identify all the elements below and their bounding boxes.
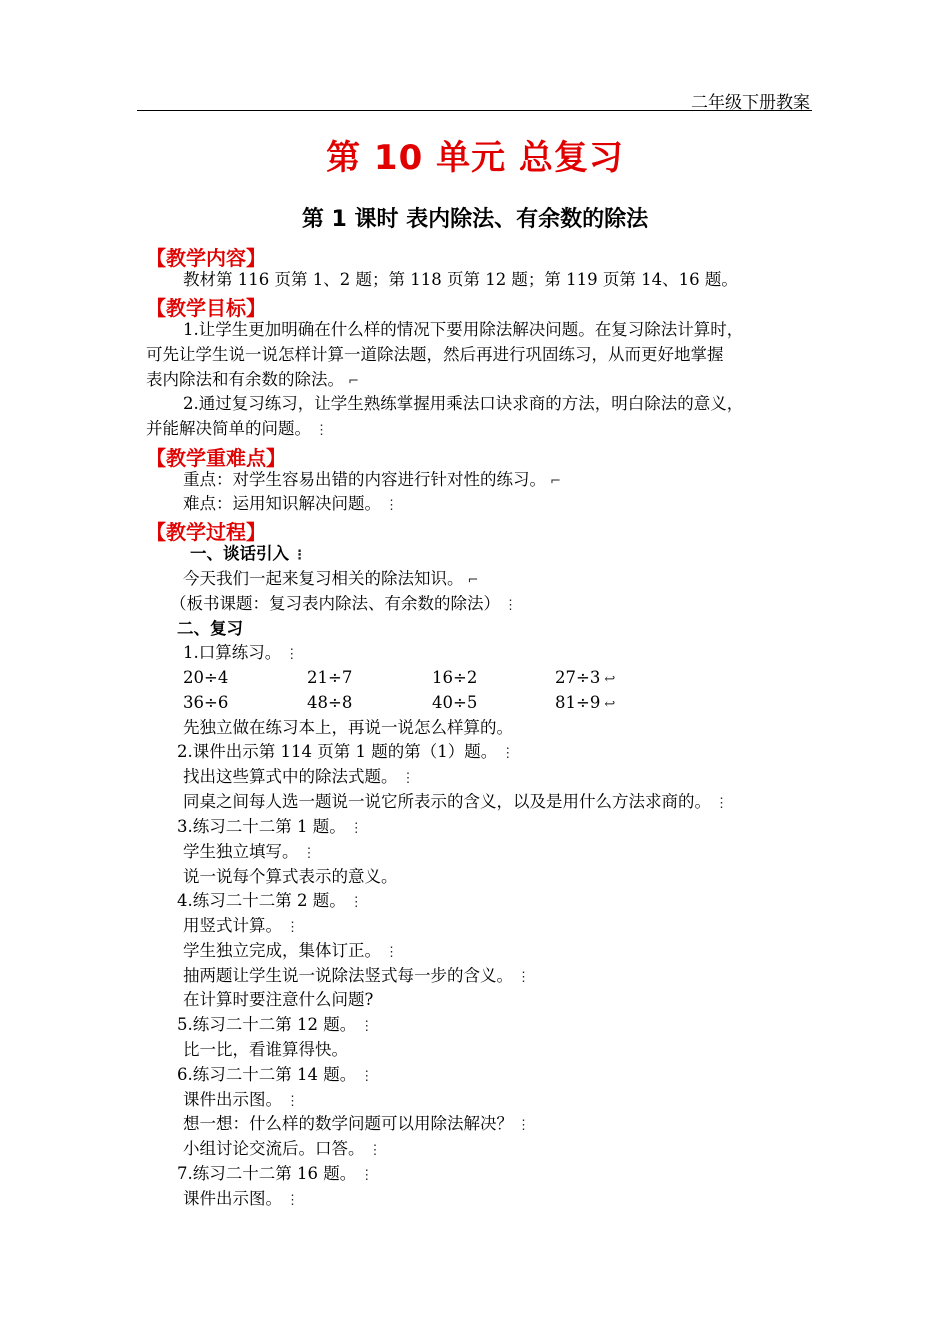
section-heading-keys: 【教学重难点】	[146, 446, 286, 470]
calc-r2-c1: 36÷6	[183, 693, 229, 712]
lesson-subtitle: 第 1 课时 表内除法、有余数的除法	[301, 207, 649, 232]
calc-r2-c3: 40÷5	[432, 693, 478, 712]
part1-line2: （板书课题：复习表内除法、有余数的除法） ⋮	[170, 594, 517, 613]
header-doc-label: 二年级下册教案	[691, 93, 810, 113]
section-heading-content: 【教学内容】	[146, 246, 266, 270]
key-point: 重点：对学生容易出错的内容进行针对性的练习。 ⌐	[183, 470, 561, 489]
calc-r1-c4: 27÷3 ↩	[555, 668, 616, 687]
item3: 3.练习二十二第 1 题。 ⋮	[177, 817, 363, 836]
goal2-line2: 并能解决简单的问题。 ⋮	[146, 419, 328, 438]
page-title: 第 10 单元 总复习	[326, 138, 624, 178]
item6-c: 小组讨论交流后。口答。 ⋮	[183, 1139, 382, 1158]
goal2-line1: 2.通过复习练习，让学生熟练掌握用乘法口诀求商的方法，明白除法的意义，	[183, 394, 744, 413]
item2-b: 同桌之间每人选一题说一说它所表示的含义，以及是用什么方法求商的。 ⋮	[183, 792, 728, 811]
item7-a: 课件出示图。 ⋮	[183, 1189, 299, 1208]
item5: 5.练习二十二第 12 题。 ⋮	[177, 1015, 374, 1034]
section-heading-goals: 【教学目标】	[146, 296, 266, 320]
item2: 2.课件出示第 114 页第 1 题的第（1）题。 ⋮	[177, 742, 515, 761]
item6-b: 想一想：什么样的数学问题可以用除法解决？ ⋮	[183, 1114, 530, 1133]
goal1-line2: 可先让学生说一说怎样计算一道除法题，然后再进行巩固练习，从而更好地掌握	[146, 345, 724, 364]
goal1-line3: 表内除法和有余数的除法。 ⌐	[146, 370, 359, 389]
item2-a: 找出这些算式中的除法式题。 ⋮	[183, 767, 415, 786]
calc-r1-c2: 21÷7	[307, 668, 353, 687]
header-rule	[137, 110, 812, 111]
item4-b: 学生独立完成，集体订正。 ⋮	[183, 941, 398, 960]
item7: 7.练习二十二第 16 题。 ⋮	[177, 1164, 374, 1183]
part1-heading: 一、谈话引入 ⋮	[190, 544, 306, 563]
item4: 4.练习二十二第 2 题。 ⋮	[177, 891, 363, 910]
item4-a: 用竖式计算。 ⋮	[183, 916, 299, 935]
calc-r1-c1: 20÷4	[183, 668, 229, 687]
goal1-line1: 1.让学生更加明确在什么样的情况下要用除法解决问题。在复习除法计算时，	[183, 320, 744, 339]
item6: 6.练习二十二第 14 题。 ⋮	[177, 1065, 374, 1084]
part2-heading: 二、复习	[177, 619, 243, 638]
calc-r2-c2: 48÷8	[307, 693, 353, 712]
part1-line1: 今天我们一起来复习相关的除法知识。 ⌐	[183, 569, 479, 588]
item4-d: 在计算时要注意什么问题?	[183, 990, 374, 1009]
difficulty: 难点：运用知识解决问题。 ⋮	[183, 494, 398, 513]
content-text: 教材第 116 页第 1、2 题；第 118 页第 12 题；第 119 页第 14、16 题。	[183, 270, 738, 289]
item3-a: 学生独立填写。 ⋮	[183, 842, 316, 861]
item4-c: 抽两题让学生说一说除法竖式每一步的含义。 ⋮	[183, 966, 530, 985]
item1-note: 先独立做在练习本上，再说一说怎么样算的。	[183, 718, 513, 737]
calc-r1-c3: 16÷2	[432, 668, 478, 687]
calc-r2-c4: 81÷9 ↩	[555, 693, 616, 712]
item6-a: 课件出示图。 ⋮	[183, 1090, 299, 1109]
section-heading-process: 【教学过程】	[146, 520, 266, 544]
item3-b: 说一说每个算式表示的意义。	[183, 867, 398, 886]
item5-a: 比一比，看谁算得快。	[183, 1040, 348, 1059]
item1: 1.口算练习。 ⋮	[183, 643, 299, 662]
